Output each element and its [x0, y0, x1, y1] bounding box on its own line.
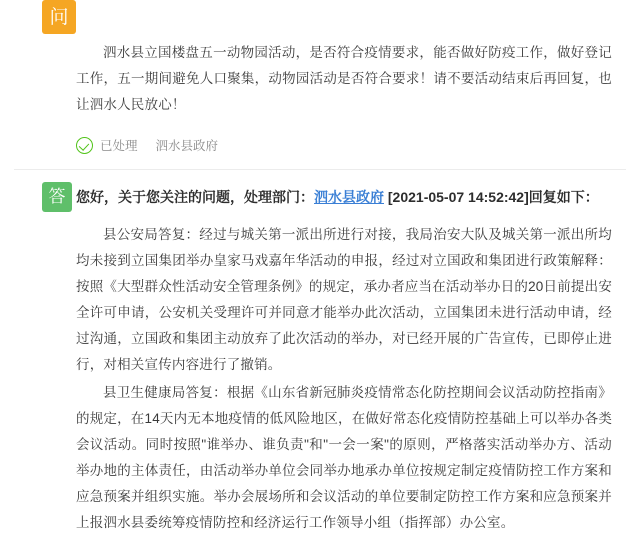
answer-paragraph: 县卫生健康局答复：根据《山东省新冠肺炎疫情常态化防控期间会议活动防控指南》的规定，在14天内无本地疫情的低风险地区，在做好常态化疫情防控基础上可以举办各类会议活动。同时按照"谁举办、谁负责"和"一会一案"的原则，严格落实活动举办方、活动举办地的主体责任，由活动举办单位会同举办地承办单位按规定制定疫情防控工作方案和应急预案并组织实施。举办会展场所和会议活动的单位要制定防控工作方案和应急预案并上报泗水县委统筹疫情防控和经济运行工作领导小组（指挥部）办公室。 [76, 385, 613, 530]
answer-paragraph: 县公安局答复：经过与城关第一派出所进行对接，我局治安大队及城关第一派出所均均未接到立国集团举办皇家马戏嘉年华活动的申报，经过对立国政和集团进行政策解释：按照《大型群众性活动安全管理条例》的规定，承办者应当在活动举办日的20日前提出安全许可申请，公安机关受理许可并同意才能举办此次活动，立国集团未进行活动申请，经过沟通，立国政和集团主动放弃了此次活动的举办，对已经开展的广告宣传，已即停止进行，对相关宣传内容进行了撤销。 [76, 227, 613, 372]
answer-greeting-prefix: 您好，关于您关注的问题，处理部门： [76, 189, 314, 205]
answer-badge: 答 [42, 182, 72, 212]
answer-greeting-suffix: 回复如下： [528, 189, 599, 205]
question-badge-row [14, 0, 626, 34]
answer-greeting [76, 185, 626, 209]
answer-organization-link[interactable]: 泗水县政府 [314, 189, 384, 205]
status-badge: 已处理 [100, 139, 138, 153]
question-badge: 问 [42, 0, 76, 34]
answer-badge-row [14, 182, 626, 214]
section-divider [14, 169, 626, 170]
question-body [76, 40, 612, 118]
answer-timestamp: [2021-05-07 14:52:42] [384, 189, 529, 205]
answer-section [0, 182, 640, 536]
answer-body [76, 222, 612, 536]
question-section [0, 0, 640, 156]
question-text: 泗水县立国楼盘五一动物园活动，是否符合疫情要求，能否做好防疫工作，做好登记工作，五一期间避免人口聚集，动物园活动是否符合要求！请不要活动结束后再回复，也让泗水人民放心！ [76, 45, 612, 112]
status-row [76, 134, 612, 156]
status-organization: 泗水县政府 [155, 139, 219, 153]
check-circle-icon [76, 137, 93, 154]
